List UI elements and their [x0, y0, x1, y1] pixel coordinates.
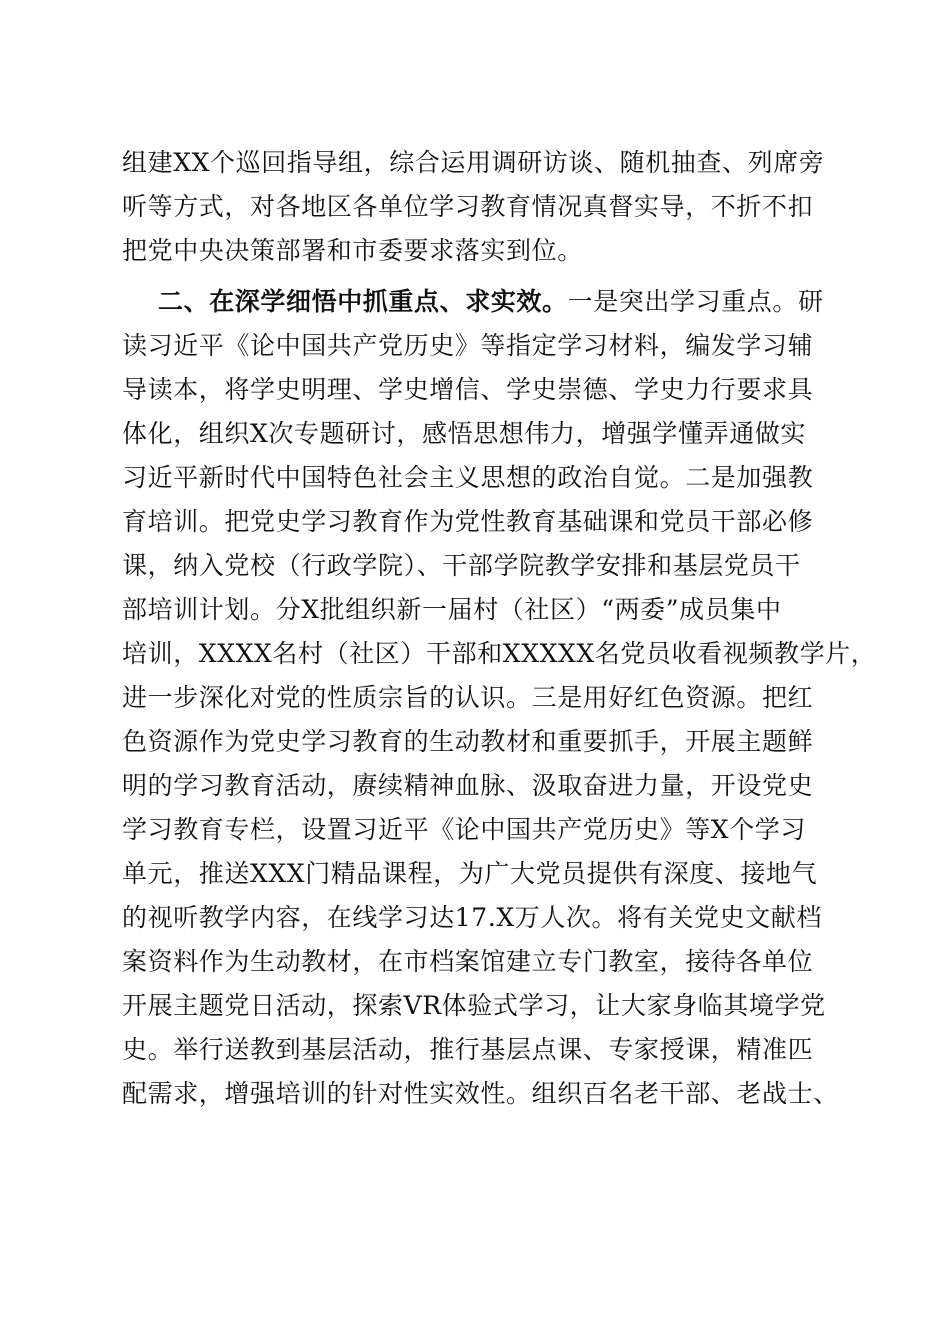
paragraph-line: 听等方式，对各地区各单位学习教育情况真督实导，不折不扣	[122, 192, 814, 221]
paragraph-line: 习近平新时代中国特色社会主义思想的政治自觉。二是加强教	[122, 463, 814, 492]
paragraph-line: 把党中央决策部署和市委要求落实到位。	[122, 236, 583, 265]
paragraph-line: 导读本，将学史明理、学史增信、学史崇德、学史力行要求具	[122, 375, 814, 404]
paragraph-line: 进一步深化对党的性质宗旨的认识。三是用好红色资源。把红	[122, 683, 814, 712]
paragraph-line: 培训，XXXX名村（社区）干部和XXXXX名党员收看视频教学片，	[122, 639, 877, 668]
paragraph-line: 体化，组织X次专题研讨，感悟思想伟力，增强学懂弄通做实	[122, 419, 806, 448]
paragraph-line: 明的学习教育活动，赓续精神血脉、汲取奋进力量，开设党史	[122, 771, 814, 800]
paragraph-line: 课，纳入党校（行政学院）、干部学院教学安排和基层党员干	[122, 551, 801, 580]
section-paragraph-first-line	[158, 282, 834, 322]
paragraph-line: 史。举行送教到基层活动，推行基层点课、专家授课，精准匹	[122, 1035, 814, 1064]
paragraph-line: 组建XX个巡回指导组，综合运用调研访谈、随机抽查、列席旁	[122, 148, 825, 177]
section-heading: 二、在深学细悟中抓重点、求实效。	[158, 287, 568, 316]
paragraph-line-tail: 一是突出学习重点。研	[567, 287, 824, 316]
paragraph-line: 读习近平《论中国共产党历史》等指定学习材料，编发学习辅	[122, 331, 814, 360]
paragraph-line: 配需求，增强培训的针对性实效性。组织百名老干部、老战士、	[122, 1079, 839, 1108]
paragraph-line: 色资源作为党史学习教育的生动教材和重要抓手，开展主题鲜	[122, 727, 814, 756]
paragraph-line: 开展主题党日活动，探索VR体验式学习，让大家身临其境学党	[122, 991, 826, 1020]
paragraph-line: 学习教育专栏，设置习近平《论中国共产党历史》等X个学习	[122, 815, 806, 844]
paragraph-line: 部培训计划。分X批组织新一届村（社区）“两委”成员集中	[122, 595, 782, 624]
paragraph-line: 的视听教学内容，在线学习达17.X万人次。将有关党史文献档	[122, 903, 822, 932]
paragraph-line: 单元，推送XXX门精品课程，为广大党员提供有深度、接地气	[122, 859, 818, 888]
paragraph-line: 案资料作为生动教材，在市档案馆建立专门教室，接待各单位	[122, 947, 814, 976]
paragraph-line: 育培训。把党史学习教育作为党性教育基础课和党员干部必修	[122, 507, 814, 536]
